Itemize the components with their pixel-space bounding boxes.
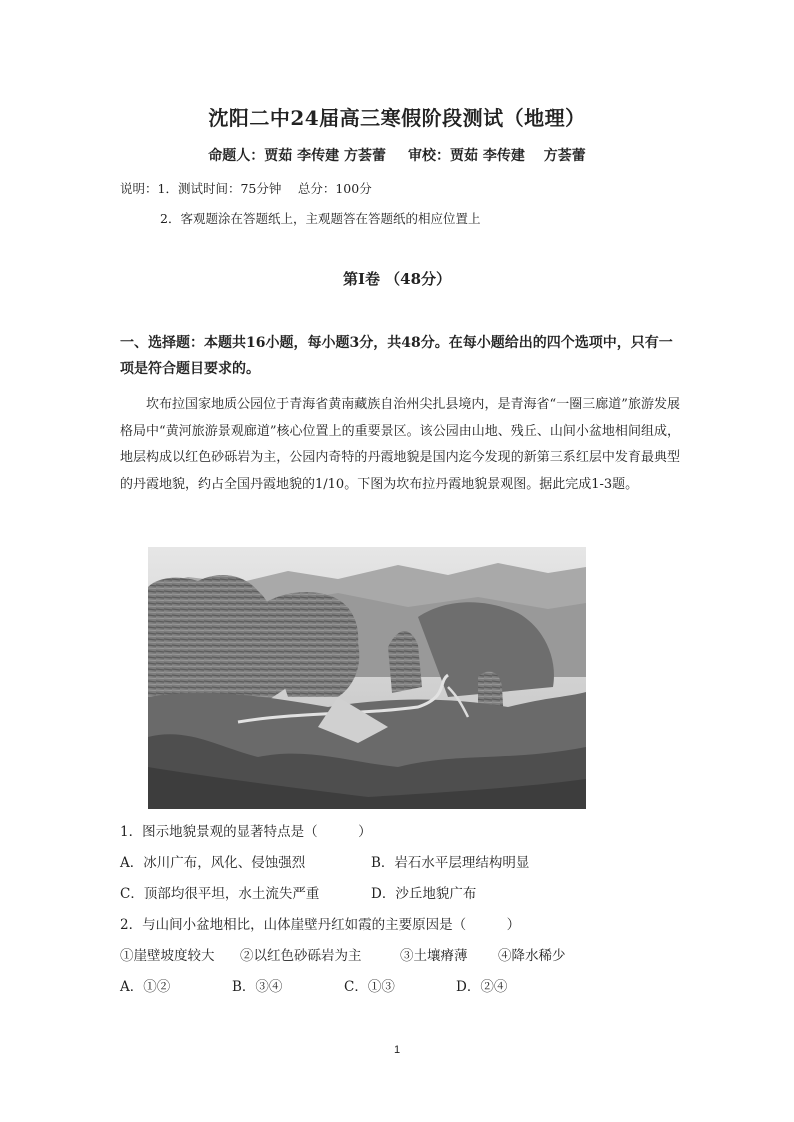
q1-option-d: D．沙丘地貌广布 [371, 886, 477, 902]
reviewers: 审校：贾茹 李传建 方荟蕾 [408, 148, 586, 164]
authors-line [0, 145, 794, 165]
q1-option-a: A．冰川广布，风化、侵蚀强烈 [120, 855, 306, 871]
passage-text: 坎布拉国家地质公园位于青海省黄南藏族自治州尖扎县境内，是青海省“一圈三廊道”旅游发展格局中“黄河旅游景观廊道”核心位置上的重要景区。该公园由山地、残丘、山间小盆地相间组成，地层构成以红色砂砾岩为主，公园内奇特的丹霞地貌是国内迄今发现的新第三系红层中发育最典型的丹霞地貌，约占全国丹霞地貌的1/10。下图为坎布拉丹霞地貌景观图。据此完成1-3题。 [120, 397, 680, 492]
note-line-1: 说明：1．测试时间：75分钟 总分：100分 [120, 181, 372, 196]
question-2-stem: 2．与山间小盆地相比，山体崖壁丹红如霞的主要原因是（ ） [120, 917, 521, 933]
q2-statement-2: ②以红色砂砾岩为主 [240, 948, 362, 964]
q2-option-b: B．③④ [232, 979, 283, 995]
section-title: 第Ⅰ卷 （48分） [342, 270, 452, 288]
note-line-2: 2．客观题涂在答题纸上，主观题答在答题纸的相应位置上 [160, 211, 481, 226]
q1-option-c: C．顶部均很平坦，水土流失严重 [120, 886, 320, 902]
q1-option-b: B．岩石水平层理结构明显 [371, 855, 530, 871]
landscape-illustration [148, 547, 586, 809]
question-2-options [120, 975, 507, 995]
reading-passage [120, 392, 680, 498]
q2-option-a: A．①② [120, 979, 171, 995]
question-1-options-row1 [120, 851, 529, 871]
section-instructions: 一、选择题：本题共16小题，每小题3分，共48分。在每小题给出的四个选项中，只有一项是符合题目要求的。 [120, 335, 673, 377]
exam-title: 沈阳二中24届高三寒假阶段测试（地理） [208, 106, 586, 130]
q2-statement-4: ④降水稀少 [498, 948, 566, 964]
q2-statement-3: ③土壤瘠薄 [400, 948, 468, 964]
question-2-statements [120, 944, 566, 964]
q2-option-d: D．②④ [456, 979, 508, 995]
question-1-stem: 1．图示地貌景观的显著特点是（ ） [120, 824, 372, 840]
danxia-landscape-photo [148, 547, 586, 809]
question-setters: 命题人：贾茹 李传建 方荟蕾 [208, 148, 386, 164]
page-number: 1 [393, 1044, 401, 1056]
q2-option-c: C．①③ [344, 979, 395, 995]
question-1-options-row2 [120, 882, 476, 902]
q2-statement-1: ①崖壁坡度较大 [120, 948, 215, 964]
